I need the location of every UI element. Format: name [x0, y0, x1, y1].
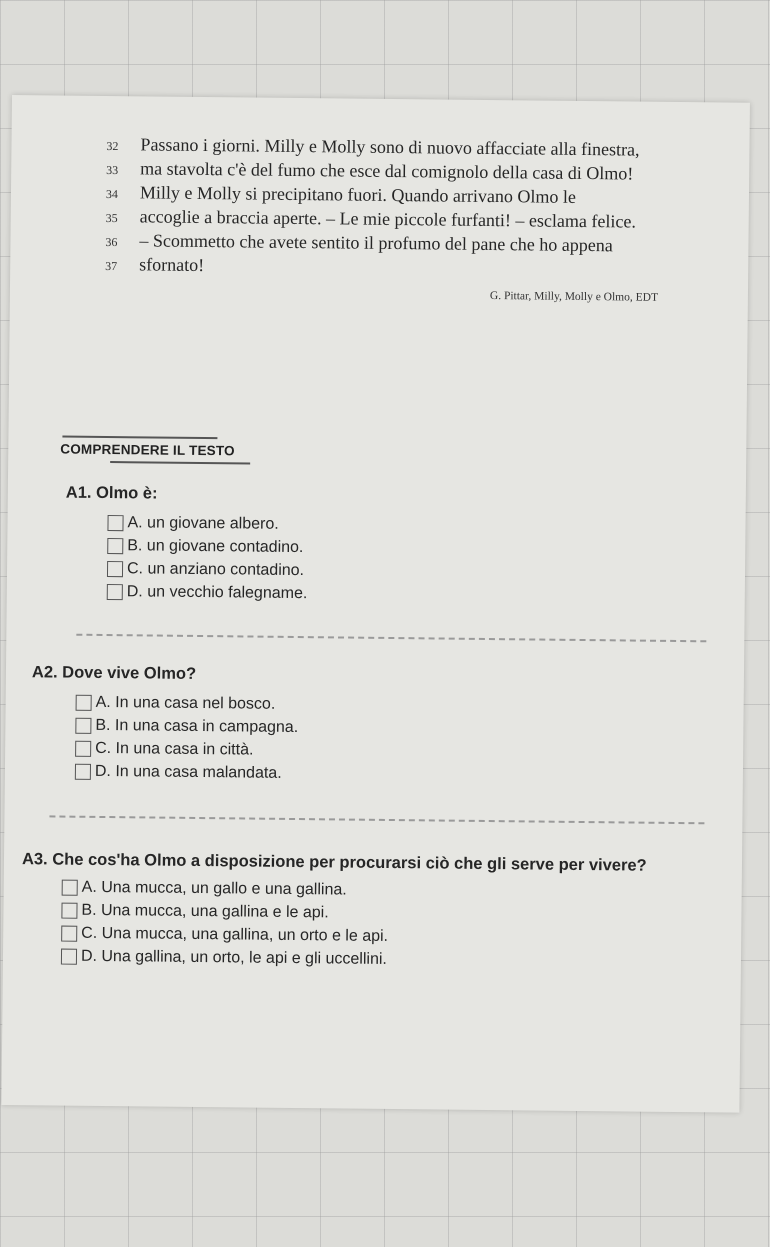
checkbox[interactable] — [107, 538, 123, 554]
section-heading — [60, 436, 250, 465]
line-text: sfornato! — [139, 254, 205, 276]
source-citation: G. Pittar, Milly, Molly e Olmo, EDT — [489, 290, 659, 304]
section-title: COMPRENDERE IL TESTO — [60, 441, 235, 459]
option-item[interactable] — [76, 691, 299, 716]
line-number: 36 — [105, 234, 118, 250]
checkbox[interactable] — [62, 879, 78, 895]
checkbox[interactable] — [107, 561, 123, 577]
option-item[interactable] — [61, 945, 646, 974]
question-a1 — [65, 484, 309, 606]
line-text: ma stavolta c'è del fumo che esce dal comignolo della casa di Olmo! — [140, 158, 634, 184]
line-text: Milly e Molly si precipitano fuori. Quando arrivano Olmo le — [139, 182, 576, 207]
line-text: Passano i giorni. Milly e Molly sono di nuovo affacciate alla finestra, — [140, 134, 640, 160]
heading-rule — [62, 436, 217, 440]
dashed-separator — [76, 634, 706, 643]
option-label: B. Una mucca, una gallina e le api. — [81, 901, 329, 921]
option-label: C. In una casa in città. — [95, 739, 254, 759]
passage-line — [105, 254, 725, 284]
line-number: 34 — [105, 186, 119, 202]
checkbox[interactable] — [61, 948, 77, 964]
checkbox[interactable] — [107, 584, 123, 600]
checkbox[interactable] — [61, 902, 77, 918]
option-item[interactable] — [75, 714, 298, 739]
option-label: D. In una casa malandata. — [94, 762, 282, 782]
checkbox[interactable] — [75, 740, 91, 756]
option-label: A. Una mucca, un gallo e una gallina. — [81, 878, 347, 899]
checkbox[interactable] — [61, 925, 77, 941]
option-label: B. In una casa in campagna. — [95, 716, 299, 736]
option-item[interactable] — [107, 534, 308, 559]
worksheet-page — [1, 95, 750, 1113]
option-item[interactable] — [75, 760, 298, 785]
line-number: 35 — [105, 210, 118, 226]
line-number: 37 — [105, 258, 118, 274]
option-label: C. Una mucca, una gallina, un orto e le api. — [81, 924, 389, 945]
option-item[interactable] — [107, 580, 308, 605]
option-label: D. Una gallina, un orto, le api e gli uccellini. — [80, 947, 388, 968]
option-item[interactable] — [107, 511, 308, 536]
line-text: – Scommetto che avete sentito il profumo del pane che ho appena — [139, 230, 613, 256]
checkbox[interactable] — [75, 717, 91, 733]
checkbox[interactable] — [76, 694, 92, 710]
line-number: 32 — [106, 138, 119, 154]
heading-rule — [110, 461, 250, 464]
question-a3 — [21, 850, 647, 974]
option-label: A. un giovane albero. — [127, 513, 279, 533]
option-item[interactable] — [75, 737, 298, 762]
option-label: A. In una casa nel bosco. — [95, 693, 276, 713]
line-number: 33 — [106, 162, 119, 178]
checkbox[interactable] — [75, 763, 91, 779]
option-item[interactable] — [107, 557, 308, 582]
option-label: B. un giovane contadino. — [127, 536, 304, 556]
option-label: C. un anziano contadino. — [126, 559, 305, 579]
question-title: A1. Olmo è: — [65, 483, 158, 503]
line-text: accoglie a braccia aperte. – Le mie piccole furfanti! – esclama felice. — [139, 206, 637, 232]
question-a2 — [31, 663, 299, 785]
checkbox[interactable] — [107, 515, 123, 531]
question-title: A2. Dove vive Olmo? — [31, 663, 197, 683]
reading-passage — [105, 134, 726, 284]
option-label: D. un vecchio falegname. — [126, 582, 308, 602]
dashed-separator — [49, 815, 704, 824]
question-title: A3. Che cos'ha Olmo a disposizione per procurarsi ciò che gli serve per vivere? — [21, 850, 647, 875]
